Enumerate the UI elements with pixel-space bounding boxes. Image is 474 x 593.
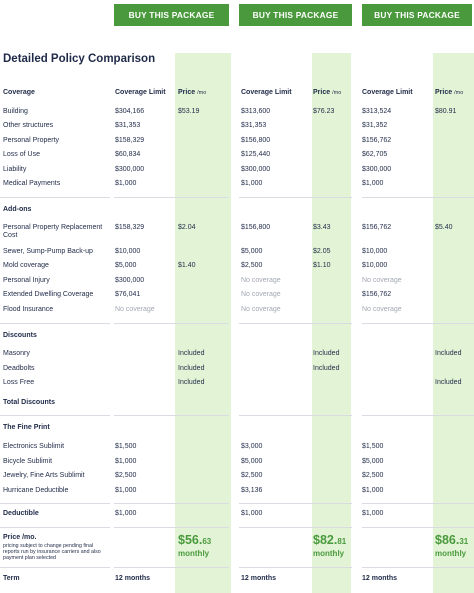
included-3: Included	[435, 379, 462, 386]
row-label: Sewer, Sump-Pump Back-up	[3, 248, 93, 255]
table-row-loss-free	[0, 379, 474, 393]
total-price-3: $86.31 monthly	[435, 533, 469, 558]
row-label: Hurricane Deductible	[3, 487, 69, 494]
coverage-value-1: $304,166	[115, 108, 145, 115]
coverage-value-1: $76,041	[115, 291, 141, 298]
discounts-header-row	[0, 332, 474, 346]
col-coverage-limit-1: Coverage Limit	[115, 89, 166, 96]
price-value-1: $1.40	[178, 262, 196, 269]
term-value-2: 12 months	[241, 575, 277, 582]
coverage-value-1: $158,329	[115, 224, 145, 231]
included-3: Included	[435, 350, 462, 357]
row-label: Bicycle Sublimit	[3, 458, 53, 465]
deductible-value-3: $1,000	[362, 510, 384, 517]
coverage-value-3: $1,000	[362, 487, 384, 494]
divider	[114, 527, 229, 528]
section-total-discounts: Total Discounts	[3, 399, 55, 406]
coverage-value-3: $10,000	[362, 262, 388, 269]
row-label: Personal Property	[3, 137, 60, 144]
coverage-value-1: $2,500	[115, 472, 137, 479]
deductible-value-1: $1,000	[115, 510, 137, 517]
price-value-3: $5.40	[435, 224, 453, 231]
table-row-loss-of-use	[0, 151, 474, 165]
coverage-value-1: $1,000	[115, 458, 137, 465]
coverage-value-3: No coverage	[362, 277, 402, 284]
divider	[0, 567, 110, 568]
row-label: Mold coverage	[3, 262, 49, 269]
table-row-other-structures	[0, 122, 474, 136]
price-disclaimer: pricing subject to change pending final reports run by insurance carriers and also payment plan selected	[3, 543, 101, 561]
row-label: Other structures	[3, 122, 54, 129]
divider	[0, 503, 110, 504]
coverage-value-2: $156,800	[241, 224, 271, 231]
coverage-value-3: $1,500	[362, 443, 384, 450]
divider	[362, 567, 474, 568]
coverage-value-3: $5,000	[362, 458, 384, 465]
total-price-2: $82.81 monthly	[313, 533, 347, 558]
coverage-value-3: $2,500	[362, 472, 384, 479]
term-value-1: 12 months	[115, 575, 151, 582]
coverage-value-1: $1,000	[115, 180, 137, 187]
included-2: Included	[313, 365, 340, 372]
coverage-value-1: $300,000	[115, 166, 145, 173]
table-row-personal-injury	[0, 277, 474, 291]
col-price-1: Price /mo	[178, 89, 207, 96]
row-label: Liability	[3, 166, 27, 173]
table-row-deadbolts	[0, 365, 474, 379]
divider	[239, 323, 352, 324]
row-label: Flood Insurance	[3, 306, 54, 313]
buy-package-button-3[interactable]: BUY THIS PACKAGE	[362, 4, 472, 26]
row-label: Loss of Use	[3, 151, 40, 158]
term-value-3: 12 months	[362, 575, 398, 582]
coverage-value-3: No coverage	[362, 306, 402, 313]
coverage-value-3: $62,705	[362, 151, 388, 158]
coverage-value-1: $1,000	[115, 487, 137, 494]
fine-print-header-row	[0, 424, 474, 438]
divider	[114, 415, 229, 416]
col-coverage-limit-3: Coverage Limit	[362, 89, 413, 96]
row-label: Building	[3, 108, 28, 115]
included-1: Included	[178, 379, 205, 386]
row-label: Masonry	[3, 350, 30, 357]
coverage-value-3: $156,762	[362, 137, 392, 144]
price-value-1: $2.04	[178, 224, 196, 231]
coverage-value-3: $31,352	[362, 122, 388, 129]
divider	[362, 527, 474, 528]
coverage-value-1: $10,000	[115, 248, 141, 255]
section-coverage: Coverage	[3, 89, 35, 96]
buy-package-button-2[interactable]: BUY THIS PACKAGE	[239, 4, 352, 26]
coverage-value-2: No coverage	[241, 306, 281, 313]
table-row-deductible	[0, 510, 474, 524]
coverage-value-3: $300,000	[362, 166, 392, 173]
coverage-value-2: No coverage	[241, 277, 281, 284]
table-row-personal-property	[0, 137, 474, 151]
table-row-electronics	[0, 443, 474, 457]
total-discounts-row	[0, 399, 474, 413]
addons-header-row	[0, 206, 474, 220]
divider	[239, 197, 352, 198]
divider	[0, 415, 110, 416]
coverage-value-3: $156,762	[362, 291, 392, 298]
table-row-sewer	[0, 248, 474, 262]
section-addons: Add-ons	[3, 206, 32, 213]
divider	[362, 503, 474, 504]
table-row-extended-dwelling	[0, 291, 474, 305]
coverage-value-3: $313,524	[362, 108, 392, 115]
table-row-hurricane	[0, 487, 474, 501]
coverage-value-1: $300,000	[115, 277, 145, 284]
price-value-2: $1.10	[313, 262, 331, 269]
row-label: Medical Payments	[3, 180, 61, 187]
row-label: Loss Free	[3, 379, 35, 386]
coverage-value-2: $313,600	[241, 108, 271, 115]
divider	[0, 527, 110, 528]
table-row-pp-replacement	[0, 224, 474, 244]
table-row-masonry	[0, 350, 474, 364]
table-row-price-total	[0, 534, 474, 564]
coverage-header-row	[0, 89, 474, 103]
row-label: Extended Dwelling Coverage	[3, 291, 94, 298]
table-row-jewelry	[0, 472, 474, 486]
col-price-3: Price /mo	[435, 89, 464, 96]
divider	[0, 197, 110, 198]
coverage-value-3: $10,000	[362, 248, 388, 255]
coverage-value-2: No coverage	[241, 291, 281, 298]
row-label: Electronics Sublimit	[3, 443, 65, 450]
section-deductible: Deductible	[3, 510, 39, 517]
coverage-value-1: $60,834	[115, 151, 141, 158]
table-row-building	[0, 108, 474, 122]
divider	[114, 567, 229, 568]
coverage-value-2: $2,500	[241, 262, 263, 269]
page-title: Detailed Policy Comparison	[3, 53, 156, 65]
divider	[239, 527, 352, 528]
divider	[114, 197, 229, 198]
row-label: Deadbolts	[3, 365, 35, 372]
coverage-value-2: $2,500	[241, 472, 263, 479]
divider	[114, 503, 229, 504]
divider	[239, 415, 352, 416]
included-1: Included	[178, 350, 205, 357]
coverage-value-2: $300,000	[241, 166, 271, 173]
coverage-value-1: No coverage	[115, 306, 155, 313]
section-discounts: Discounts	[3, 332, 37, 339]
table-row-bicycle	[0, 458, 474, 472]
price-value-1: $53.19	[178, 108, 200, 115]
table-row-medical-payments	[0, 180, 474, 194]
deductible-value-2: $1,000	[241, 510, 263, 517]
row-label: Personal Injury	[3, 277, 50, 284]
coverage-value-2: $125,440	[241, 151, 271, 158]
divider	[362, 415, 474, 416]
coverage-value-1: $158,329	[115, 137, 145, 144]
row-label: Jewelry, Fine Arts Sublimit	[3, 472, 85, 479]
divider	[362, 323, 474, 324]
table-row-term	[0, 575, 474, 589]
table-row-flood	[0, 306, 474, 320]
section-fine-print: The Fine Print	[3, 424, 50, 431]
table-row-liability	[0, 166, 474, 180]
coverage-value-1: $31,353	[115, 122, 141, 129]
divider	[0, 323, 110, 324]
price-value-2: $2.05	[313, 248, 331, 255]
buy-package-button-1[interactable]: BUY THIS PACKAGE	[114, 4, 229, 26]
coverage-value-2: $5,000	[241, 458, 263, 465]
included-2: Included	[313, 350, 340, 357]
coverage-value-2: $1,000	[241, 180, 263, 187]
coverage-value-2: $5,000	[241, 248, 263, 255]
section-price: Price /mo.	[3, 534, 37, 541]
included-1: Included	[178, 365, 205, 372]
divider	[239, 567, 352, 568]
price-value-2: $3.43	[313, 224, 331, 231]
coverage-value-2: $31,353	[241, 122, 267, 129]
coverage-value-2: $3,000	[241, 443, 263, 450]
col-price-2: Price /mo	[313, 89, 342, 96]
price-value-2: $76.23	[313, 108, 335, 115]
row-label: Personal Property Replacement Cost	[3, 224, 103, 239]
price-value-3: $80.91	[435, 108, 457, 115]
total-price-1: $56.63 monthly	[178, 533, 212, 558]
table-row-mold	[0, 262, 474, 276]
coverage-value-2: $3,136	[241, 487, 263, 494]
section-term: Term	[3, 575, 20, 582]
divider	[362, 197, 474, 198]
col-coverage-limit-2: Coverage Limit	[241, 89, 292, 96]
divider	[239, 503, 352, 504]
coverage-value-2: $156,800	[241, 137, 271, 144]
coverage-value-3: $1,000	[362, 180, 384, 187]
divider	[114, 323, 229, 324]
coverage-value-1: $5,000	[115, 262, 137, 269]
coverage-value-1: $1,500	[115, 443, 137, 450]
coverage-value-3: $156,762	[362, 224, 392, 231]
